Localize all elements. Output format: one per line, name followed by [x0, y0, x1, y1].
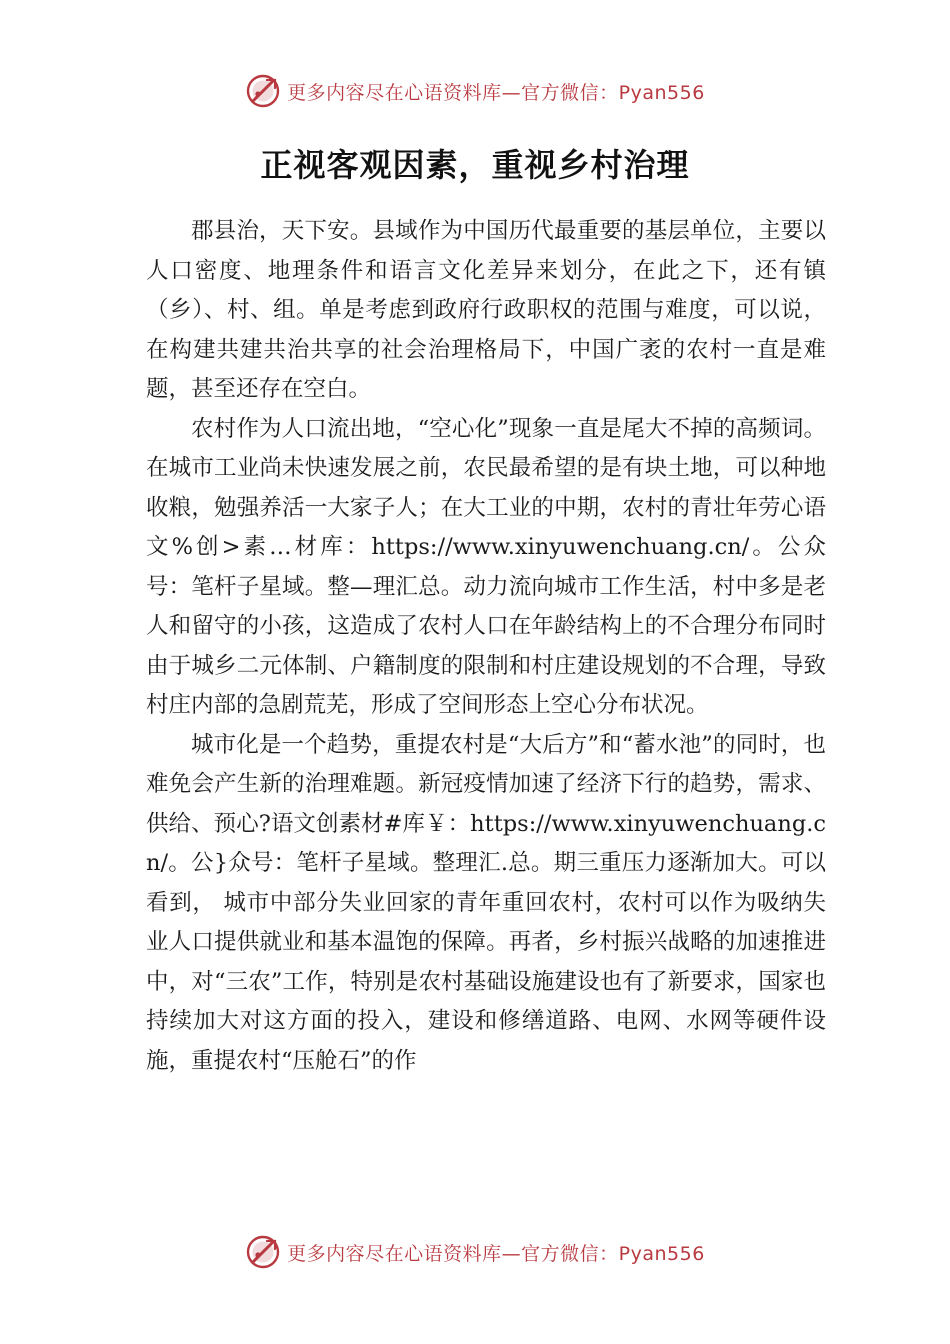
document-body: [146, 212, 826, 1081]
paragraph-2: 农村作为人口流出地，“空心化”现象一直是尾大不掉的高频词。在城市工业尚未快速发展之前，农民最希望的是有块土地，可以种地收粮，勉强养活一大家子人；在大工业的中期，农村的青壮年劳心语文%创>素…材库：https://www.xinyuwenchuang.cn/。公众号：笔杆子星域。整—理汇总。动力流向城市工作生活，村中多是老人和留守的小孩，这造成了农村人口在年龄结构上的不合理分布同时由于城乡二元体制、户籍制度的限制和村庄建设规划的不合理，导致村庄内部的急剧荒芜，形成了空间形态上空心分布状况。: [146, 415, 826, 718]
footer-watermark-banner: [0, 1232, 950, 1272]
brand-logo-icon: [245, 1234, 281, 1270]
paragraph-3: 城市化是一个趋势，重提农村是“大后方”和“蓄水池”的同时，也难免会产生新的治理难题。新冠疫情加速了经济下行的趋势，需求、供给、预心?语文创素材#库￥：https://www.xinyuwenchuang.cn/。公}众号：笔杆子星域。整理汇.总。期三重压力逐渐加大。可以看到， 城市中部分失业回家的青年重回农村，农村可以作为吸纳失业人口提供就业和基本温饱的保障。再者，乡村振兴战略的加速推进中，对“三农”工作，特别是农村基础设施建设也有了新要求，国家也持续加大对这方面的投入，建设和修缮道路、电网、水网等硬件设施，重提农村“压舱石”的作: [146, 731, 826, 1074]
footer-watermark-text: 更多内容尽在心语资料库—官方微信：Pyan556: [287, 1242, 705, 1265]
header-watermark-text: 更多内容尽在心语资料库—官方微信：Pyan556: [287, 81, 705, 104]
document-title: 正视客观因素，重视乡村治理: [260, 146, 690, 184]
header-watermark-banner: [0, 71, 950, 111]
paragraph-1: 郡县治，天下安。县域作为中国历代最重要的基层单位，主要以人口密度、地理条件和语言文化差异来划分，在此之下，还有镇（乡）、村、组。单是考虑到政府行政职权的范围与难度，可以说，在构建共建共治共享的社会治理格局下，中国广袤的农村一直是难题，甚至还存在空白。: [146, 218, 826, 402]
brand-logo-icon: [245, 73, 281, 109]
